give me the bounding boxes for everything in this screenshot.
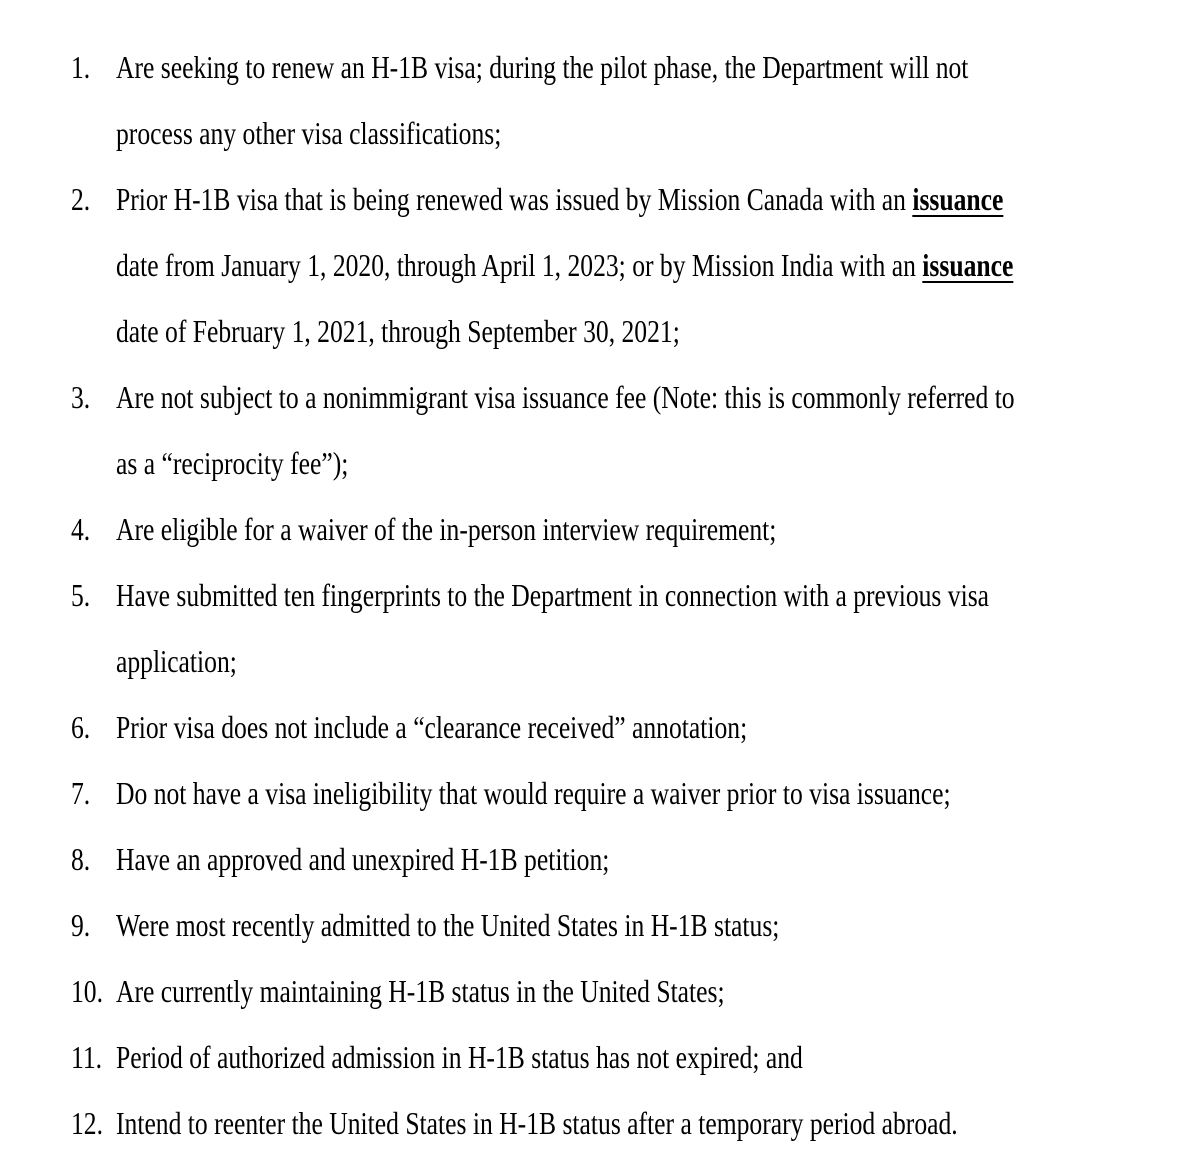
list-item-number: 10. xyxy=(71,973,103,1009)
text-run: Have submitted ten fingerprints to the Department in connection with a previous visa xyxy=(116,577,990,613)
list-item xyxy=(0,760,1179,826)
list-item-line xyxy=(116,34,969,100)
list-item xyxy=(0,34,1179,166)
list-item xyxy=(0,892,1179,958)
list-item-number: 11. xyxy=(71,1039,103,1075)
list-item xyxy=(0,1090,1179,1156)
list-item xyxy=(0,496,1179,562)
list-item-number: 1. xyxy=(71,49,91,85)
text-run: Intend to reenter the United States in H-1B status after a temporary period abroad. xyxy=(116,1105,958,1141)
list-item-number: 8. xyxy=(71,841,91,877)
list-item-text xyxy=(116,562,1179,694)
list-item-text xyxy=(116,1024,1179,1090)
list-item-line xyxy=(116,166,1004,232)
list-item xyxy=(0,166,1179,364)
list-item-line xyxy=(116,562,990,628)
list-item xyxy=(0,826,1179,892)
list-item xyxy=(0,694,1179,760)
list-item-line xyxy=(116,892,966,958)
text-run: application; xyxy=(116,643,237,679)
list-item-text xyxy=(116,1090,1179,1156)
list-item-text xyxy=(116,892,1179,958)
list-item-line xyxy=(116,430,966,496)
emphasized-text: issuance xyxy=(912,181,1004,217)
list-item-number: 3. xyxy=(71,379,91,415)
list-item xyxy=(0,1024,1179,1090)
list-item-line xyxy=(116,760,966,826)
list-item-number: 7. xyxy=(71,775,91,811)
emphasized-text: issuance xyxy=(922,247,1014,283)
text-run: date from January 1, 2020, through April 1, 2023; or by Mission India with an xyxy=(116,247,923,283)
list-item-number: 12. xyxy=(71,1105,103,1141)
text-run: as a “reciprocity fee”); xyxy=(116,445,349,481)
text-run: Are currently maintaining H-1B status in the United States; xyxy=(116,973,725,1009)
list-item-text xyxy=(116,958,1179,1024)
text-run: Were most recently admitted to the United States in H-1B status; xyxy=(116,907,780,943)
list-item-text xyxy=(116,826,1179,892)
list-item-line xyxy=(116,826,966,892)
text-run: Are not subject to a nonimmigrant visa issuance fee (Note: this is commonly referred to xyxy=(116,379,1015,415)
list-item xyxy=(0,562,1179,694)
text-run: Prior H-1B visa that is being renewed was issued by Mission Canada with an xyxy=(116,181,913,217)
text-run: Are seeking to renew an H-1B visa; during the pilot phase, the Department will not xyxy=(116,49,969,85)
text-run: Do not have a visa ineligibility that would require a waiver prior to visa issuance; xyxy=(116,775,951,811)
list-item-line xyxy=(116,364,1015,430)
list-item-number: 9. xyxy=(71,907,91,943)
list-item-line xyxy=(116,958,966,1024)
list-item-text xyxy=(116,166,1179,364)
text-run: Are eligible for a waiver of the in-person interview requirement; xyxy=(116,511,777,547)
list-item-number: 4. xyxy=(71,511,91,547)
text-run: Have an approved and unexpired H-1B petition; xyxy=(116,841,610,877)
list-item-line xyxy=(116,100,966,166)
list-item-line xyxy=(116,1024,966,1090)
text-run: date of February 1, 2021, through September 30, 2021; xyxy=(116,313,680,349)
list-item-line xyxy=(116,628,966,694)
list-item-text xyxy=(116,760,1179,826)
list-item-line xyxy=(116,232,1014,298)
list-item-text xyxy=(116,34,1179,166)
numbered-list xyxy=(0,34,1179,1156)
list-item xyxy=(0,958,1179,1024)
list-item-text xyxy=(116,496,1179,562)
list-item-line xyxy=(116,298,966,364)
list-item-number: 5. xyxy=(71,577,91,613)
list-item xyxy=(0,364,1179,496)
text-run: Period of authorized admission in H-1B status has not expired; and xyxy=(116,1039,803,1075)
list-item-line xyxy=(116,1090,966,1156)
list-item-number: 2. xyxy=(71,181,91,217)
list-item-text xyxy=(116,694,1179,760)
text-run: Prior visa does not include a “clearance received” annotation; xyxy=(116,709,748,745)
list-item-line xyxy=(116,496,966,562)
text-run: process any other visa classifications; xyxy=(116,115,502,151)
list-item-line xyxy=(116,694,966,760)
list-item-number: 6. xyxy=(71,709,91,745)
list-item-text xyxy=(116,364,1179,496)
